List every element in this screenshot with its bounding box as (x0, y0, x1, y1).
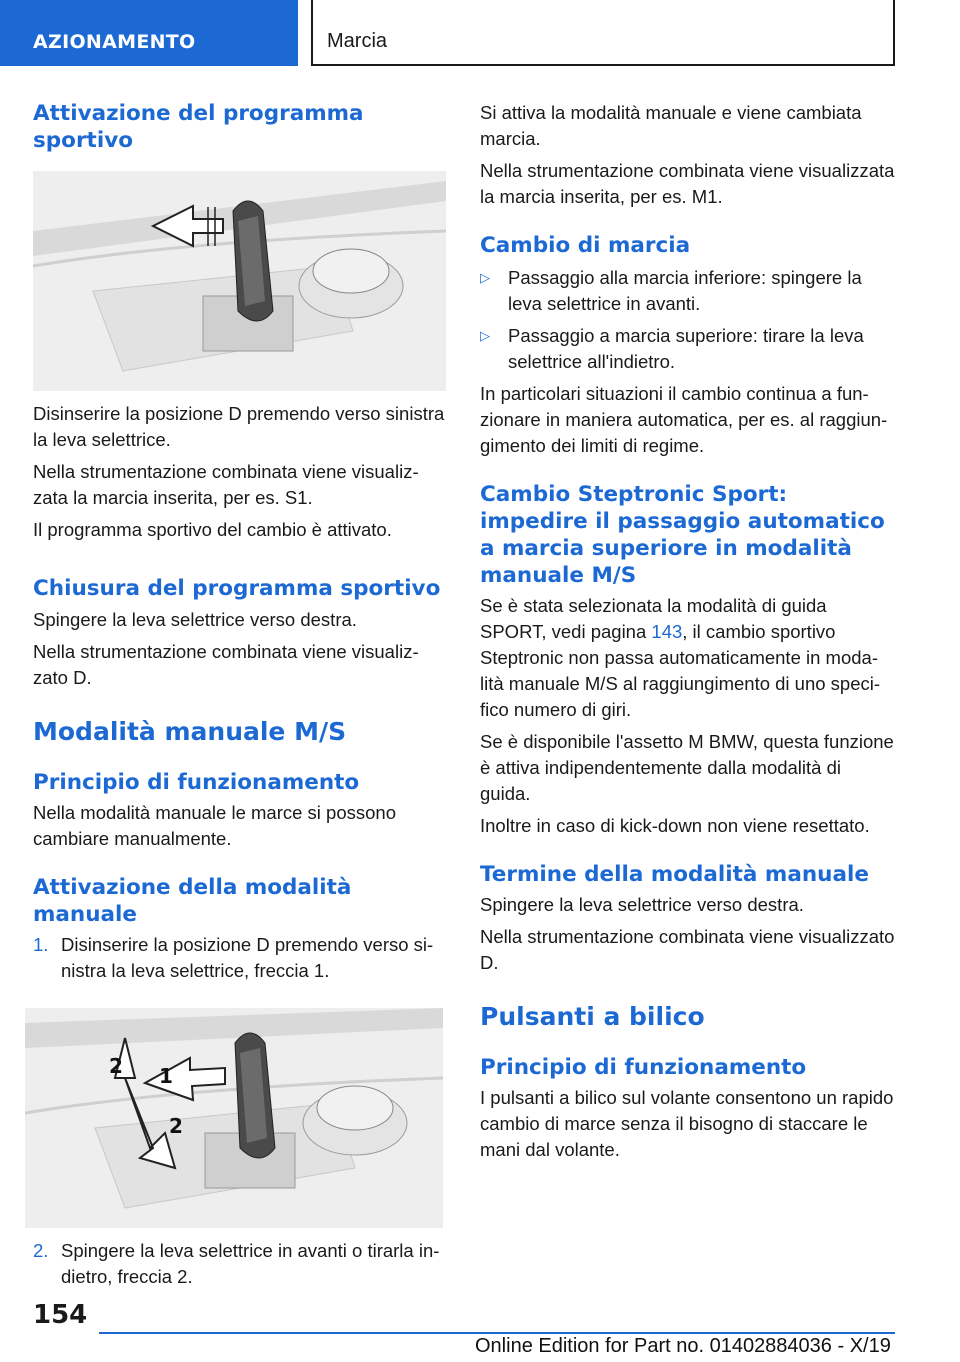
page-number: 154 (33, 1300, 88, 1330)
paragraph: Nella strumentazione combinata viene visualizzata la marcia inserita, per es. M1. (480, 160, 895, 207)
heading-sport-off: Chiusura del programma sportivo (33, 576, 441, 601)
paragraph: Spingere la leva selettrice verso destra. (480, 894, 804, 915)
arrow-label-1: 1 (159, 1064, 173, 1088)
step-text: Spingere la leva selettrice in avanti o tirarla indietro, freccia 2. (61, 1240, 440, 1287)
step-2 (33, 1238, 446, 1290)
arrow-label-2-top: 2 (109, 1054, 123, 1078)
bullet-text: Passaggio a marcia superiore: tirare la leva selettrice all'indietro. (508, 325, 864, 372)
paragraph: Spingere la leva selettrice verso destra. (33, 609, 357, 630)
paragraph (480, 593, 895, 723)
heading-shift: Cambio di marcia (480, 233, 691, 258)
triangle-bullet-icon: ▷ (480, 270, 490, 285)
section-tab (0, 0, 298, 66)
arrow-label-2-bottom: 2 (169, 1114, 183, 1138)
step-number: 1. (33, 934, 49, 955)
heading-manual-off: Termine della modalità manuale (480, 862, 869, 887)
paragraph: I pulsanti a bilico sul volante consentono un rapido cambio di marce senza il bisogno di staccare le mani dal volante. (480, 1087, 894, 1160)
left-column (33, 100, 446, 1290)
heading-manual-on: Attivazione della modalità manuale (33, 875, 352, 927)
footer-edition: Online Edition for Part no. 01402884036 - X/19 (475, 1335, 891, 1357)
triangle-bullet-icon: ▷ (480, 328, 490, 343)
heading-principle: Principio di funzionamento (480, 1055, 807, 1080)
footer-divider (99, 1332, 895, 1334)
step-1 (33, 932, 446, 984)
paragraph: In particolari situazioni il cambio continua a funzionare in maniera automatica, per es. al raggiungimento dei limiti di regime. (480, 383, 888, 456)
bullet-item (480, 323, 895, 375)
gear-selector-illustration (33, 171, 446, 391)
heading-sport-on: Attivazione del programma sportivo (33, 101, 364, 153)
paragraph-text: Se è stata selezionata la modalità di guida SPORT, vedi pagina (480, 595, 827, 642)
paragraph: Nella modalità manuale le marce si possono cambiare manualmente. (33, 802, 396, 849)
paragraph: Nella strumentazione combinata viene visualizzato D. (480, 926, 895, 973)
heading-paddles: Pulsanti a bilico (480, 1002, 705, 1031)
paragraph-text: , il cambio sportivo Steptronic non passa automaticamente in modalità manuale M/S al raggiungimento di uno specifico numero di giri. (480, 621, 881, 720)
heading-principle: Principio di funzionamento (33, 770, 360, 795)
paragraph: Si attiva la modalità manuale e viene cambiata marcia. (480, 102, 862, 149)
step-number: 2. (33, 1240, 49, 1261)
right-column (480, 100, 895, 1163)
step-text: Disinserire la posizione D premendo verso sinistra la leva selettrice, freccia 1. (61, 934, 434, 981)
bullet-item (480, 265, 895, 317)
chapter-title: Marcia (327, 30, 388, 52)
gear-lever-manual-image (25, 1008, 443, 1228)
section-title: AZIONAMENTO (33, 31, 196, 53)
paragraph: Nella strumentazione combinata viene visualizzato D. (33, 641, 419, 688)
gear-selector-manual-illustration (25, 1008, 443, 1228)
paragraph: Inoltre in caso di kick-down non viene resettato. (480, 815, 870, 836)
paragraph: Disinserire la posizione D premendo verso sinistra la leva selettrice. (33, 403, 445, 450)
paragraph: Il programma sportivo del cambio è attivato. (33, 519, 392, 540)
page-link[interactable]: 143 (651, 621, 683, 642)
heading-steptronic: Cambio Steptronic Sport: impedire il passaggio automatico a marcia superiore in modalità manuale M/S (480, 482, 885, 588)
heading-manual-mode: Modalità manuale M/S (33, 717, 347, 746)
gear-lever-sport-image (33, 171, 446, 391)
paragraph: Se è disponibile l'assetto M BMW, questa funzione è attiva indipendentemente dalla modalità di guida. (480, 731, 894, 804)
bullet-text: Passaggio alla marcia inferiore: spingere la leva selettrice in avanti. (508, 267, 862, 314)
paragraph: Nella strumentazione combinata viene visualizzata la marcia inserita, per es. S1. (33, 461, 419, 508)
chapter-header (311, 0, 895, 66)
